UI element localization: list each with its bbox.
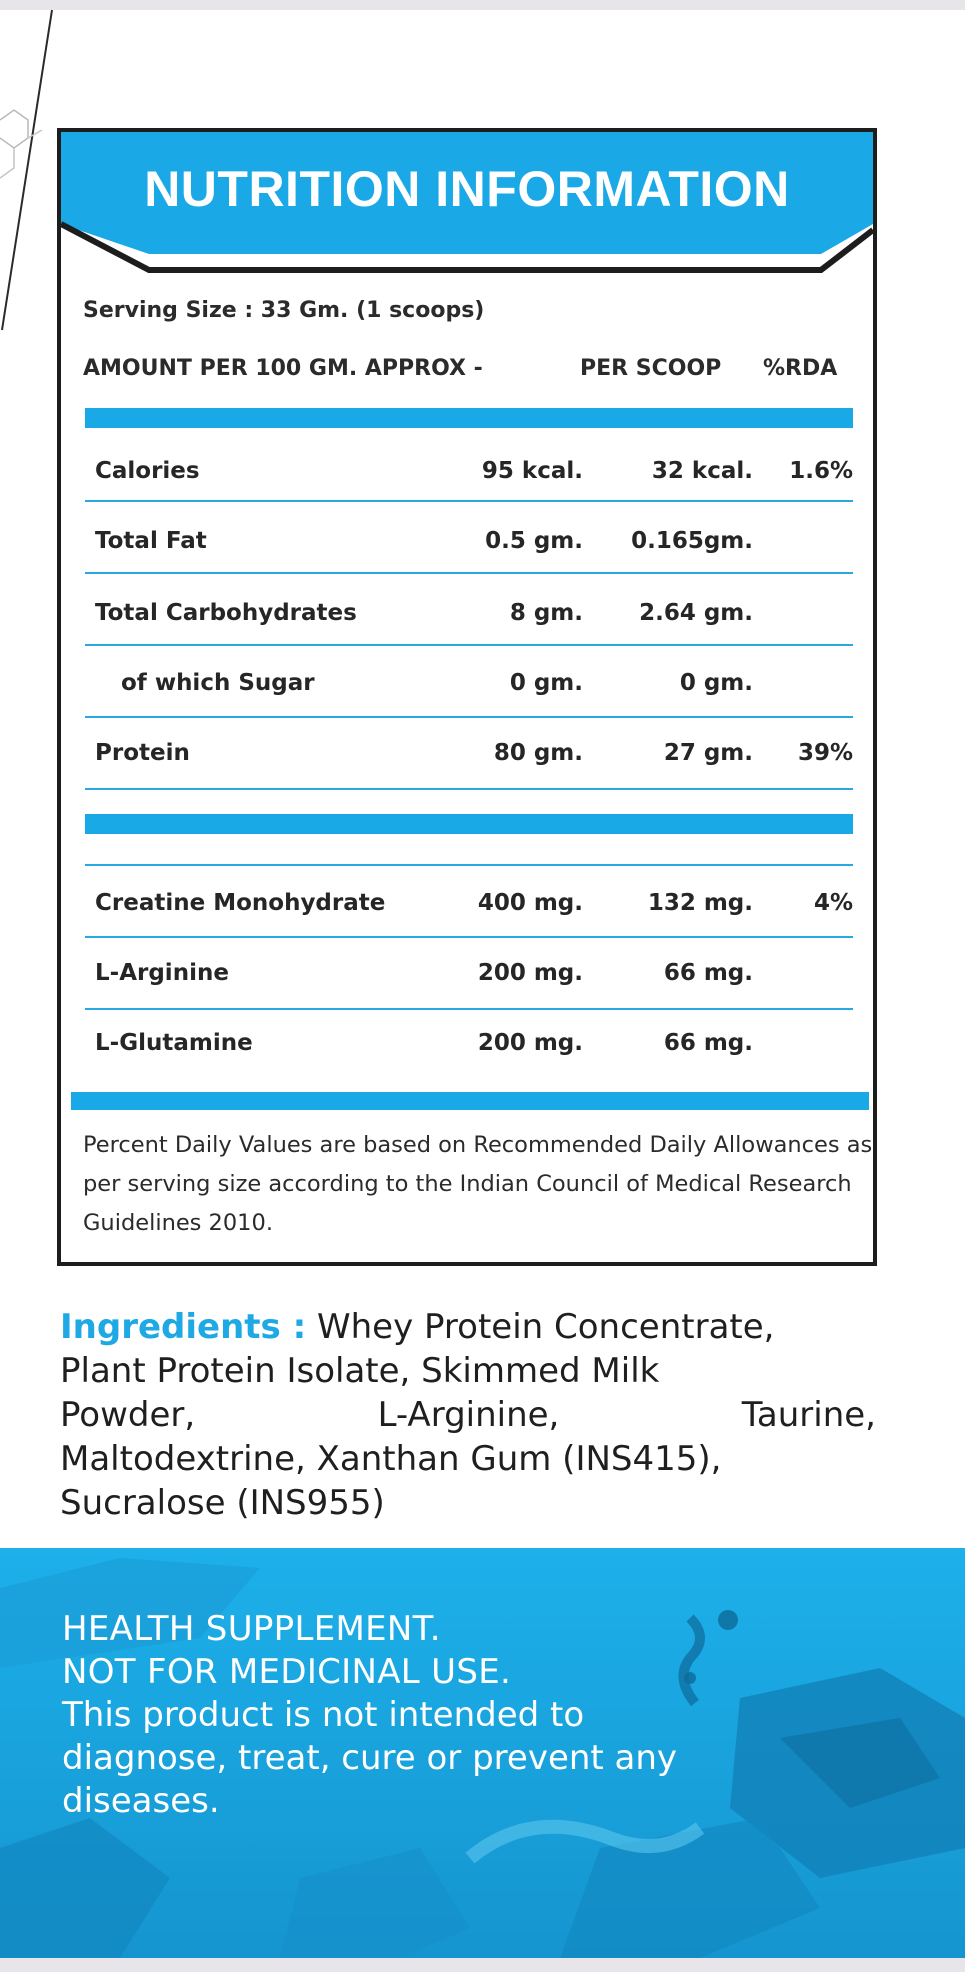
rda-footnote: Percent Daily Values are based on Recommended Daily Allowances as per serving size according to the Indian Council of Medical Research Guidelines 2010. <box>83 1132 873 1236</box>
row-divider <box>85 644 853 646</box>
nutrient-name: of which Sugar <box>121 670 315 696</box>
nutrient-row <box>61 528 873 568</box>
disclaimer-line: NOT FOR MEDICINAL USE. <box>62 1652 512 1692</box>
health-disclaimer <box>62 1608 802 1823</box>
amount-header-label: AMOUNT PER 100 GM. APPROX - <box>83 356 483 381</box>
panel-title: NUTRITION INFORMATION <box>144 161 790 217</box>
serving-size: Serving Size : 33 Gm. (1 scoops) <box>83 298 485 323</box>
bottom-strip <box>0 1958 965 1972</box>
nutrient-name: Protein <box>95 740 190 766</box>
nutrient-rda: 1.6% <box>789 458 853 484</box>
hexagon-decoration <box>0 0 60 340</box>
nutrient-name: Total Fat <box>95 528 207 554</box>
nutrient-per100: 8 gm. <box>509 600 583 626</box>
nutrient-per-scoop: 0.165gm. <box>631 528 753 554</box>
header-bar <box>85 408 853 428</box>
disclaimer-line: diseases. <box>62 1781 220 1821</box>
nutrient-name: Calories <box>95 458 200 484</box>
nutrient-rda: 39% <box>797 740 853 766</box>
rda-header: %RDA <box>763 356 838 381</box>
nutrient-row <box>61 458 873 498</box>
section-bar <box>85 814 853 834</box>
nutrient-row <box>61 670 873 710</box>
nutrition-panel <box>57 128 877 1266</box>
ingredient-word: L-Arginine, <box>377 1395 560 1435</box>
ingredients-line: Maltodextrine, Xanthan Gum (INS415), <box>60 1439 722 1479</box>
extra-per-scoop: 66 mg. <box>663 1030 753 1056</box>
extra-per100: 200 mg. <box>477 960 583 986</box>
ingredients-block <box>60 1305 880 1525</box>
panel-title-banner <box>61 132 873 274</box>
ingredients-line: Plant Protein Isolate, Skimmed Milk <box>60 1351 660 1391</box>
nutrient-per100: 0.5 gm. <box>485 528 583 554</box>
row-divider <box>85 936 853 938</box>
nutrient-name: Total Carbohydrates <box>95 600 357 626</box>
nutrient-row <box>61 600 873 640</box>
extra-per100: 400 mg. <box>477 890 583 916</box>
row-divider <box>85 716 853 718</box>
ingredients-label: Ingredients : <box>60 1307 307 1347</box>
top-strip <box>0 0 965 10</box>
nutrient-per100: 0 gm. <box>509 670 583 696</box>
extra-rda: 4% <box>813 890 853 916</box>
row-divider <box>85 788 853 790</box>
extra-row <box>61 1030 873 1070</box>
extra-per100: 200 mg. <box>477 1030 583 1056</box>
ingredients-line <box>60 1305 880 1349</box>
ingredients-line: Sucralose (INS955) <box>60 1483 385 1523</box>
disclaimer-line: HEALTH SUPPLEMENT. <box>62 1609 441 1649</box>
extra-name: L-Glutamine <box>95 1030 253 1056</box>
extra-name: Creatine Monohydrate <box>95 890 386 916</box>
row-divider <box>85 1008 853 1010</box>
per-scoop-header: PER SCOOP <box>580 356 722 381</box>
extra-row <box>61 890 873 930</box>
row-divider <box>85 864 853 866</box>
disclaimer-line: This product is not intended to <box>62 1695 585 1735</box>
extra-per-scoop: 66 mg. <box>663 960 753 986</box>
row-divider <box>85 500 853 502</box>
nutrient-per-scoop: 27 gm. <box>663 740 753 766</box>
nutrient-per100: 95 kcal. <box>481 458 583 484</box>
ingredients-line <box>60 1393 876 1437</box>
extra-per-scoop: 132 mg. <box>647 890 753 916</box>
disclaimer-line: diagnose, treat, cure or prevent any <box>62 1738 678 1778</box>
extra-row <box>61 960 873 1000</box>
nutrient-per-scoop: 2.64 gm. <box>639 600 753 626</box>
ingredient-word: Powder, <box>60 1395 196 1435</box>
row-divider <box>85 572 853 574</box>
footer-bar <box>71 1092 869 1110</box>
extra-name: L-Arginine <box>95 960 229 986</box>
nutrient-per-scoop: 32 kcal. <box>651 458 753 484</box>
ingredients-text: Whey Protein Concentrate, <box>317 1307 775 1347</box>
health-supplement-banner <box>0 1548 965 1958</box>
ingredient-word: Taurine, <box>741 1395 876 1435</box>
nutrient-per100: 80 gm. <box>493 740 583 766</box>
nutrient-per-scoop: 0 gm. <box>679 670 753 696</box>
nutrient-row <box>61 740 873 780</box>
